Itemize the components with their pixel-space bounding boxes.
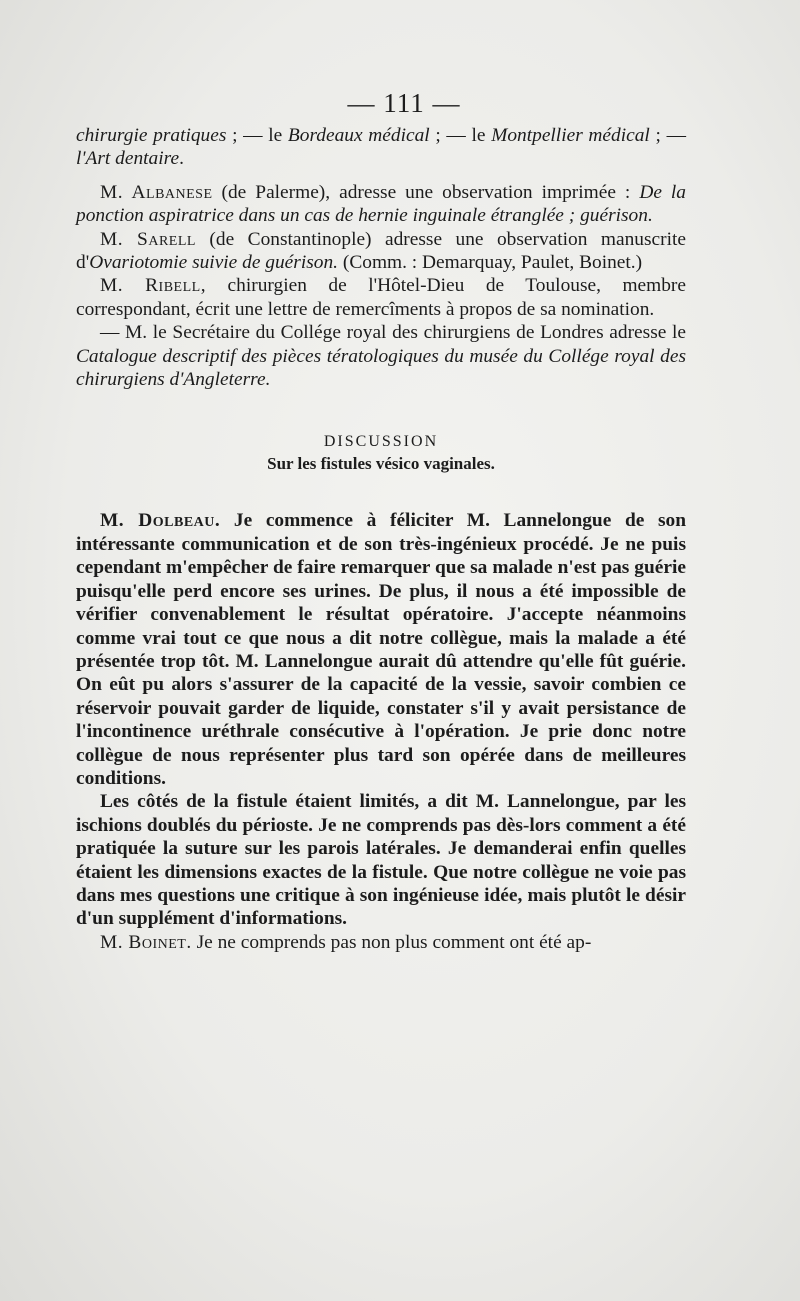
paragraph-journals <box>76 124 686 171</box>
italic-text: Montpellier médical <box>491 125 650 146</box>
italic-text: De la ponction aspiratrice dans un cas de hernie inguinale étranglée ; guérison. <box>76 181 686 227</box>
discussion-heading: DISCUSSION <box>323 433 439 451</box>
paragraph-sarell <box>76 228 686 275</box>
text-run: . <box>179 148 184 170</box>
paragraph-dolbeau <box>76 509 686 790</box>
paragraph-boinet <box>76 931 686 954</box>
paragraph-secretaire <box>76 321 686 391</box>
speaker-name: M. Dolbeau. <box>100 510 221 532</box>
discussion-subheading: Sur les fistules vésico vaginales. <box>267 454 495 474</box>
text-run: ; — le <box>429 125 492 146</box>
text-run: (Comm. : Demarquay, Paulet, Boinet.) <box>338 252 643 274</box>
text-run: ; — le <box>226 125 288 146</box>
text-run: (de Palerme), adresse une observation imprimée : <box>212 181 640 203</box>
text-run: chirurgien de l'Hôtel-Dieu de Toulouse, membre correspondant, écrit une lettre de remercîments à propos de sa nomination. <box>76 275 686 320</box>
text-run: Les côtés de la fistule étaient limités, a dit M. Lannelongue, par les ischions doublés du périoste. Je ne comprends pas dès-lors comment a été pratiquée la suture sur les parois latérales. Je demanderai enfin quelles étaient les dimensions exactes de la fistule. Que notre collègue ne voie pas dans mes questions une critique à son ingénieuse idée, mais plutôt le désir d'un supplément d'informations. <box>76 791 686 930</box>
italic-text: chirurgie pratiques <box>76 125 227 146</box>
text-run: ; — <box>649 125 686 146</box>
text-run: Je ne comprends pas non plus comment ont été ap- <box>191 931 592 953</box>
italic-text: Ovariotomie suivie de guérison. <box>89 252 339 274</box>
text-run: — M. le Secrétaire du Collége royal des chirurgiens de Londres adresse le <box>100 322 686 344</box>
text-run: (de Constantinople) adresse une observation manuscrite d' <box>76 228 686 274</box>
paragraph-ribell <box>76 274 686 321</box>
page-body <box>76 124 686 954</box>
page-number: — 111 — <box>347 88 461 118</box>
speaker-name: M. Ribell, <box>100 275 207 297</box>
speaker-name: M. Boinet. <box>100 931 192 953</box>
italic-text: Bordeaux médical <box>287 125 430 146</box>
speaker-name: M. Albanese <box>100 181 213 203</box>
italic-text: Catalogue descriptif des pièces tératologiques du musée du Collége royal des chirurgiens d'Angleterre. <box>76 345 686 391</box>
paragraph-albanese <box>76 181 686 228</box>
italic-text: l'Art dentaire <box>76 148 180 170</box>
speaker-name: M. Sarell <box>100 228 196 250</box>
paragraph-lannelongue-question <box>76 790 686 930</box>
text-run: Je commence à féliciter M. Lannelongue de son intéressante communication et de son très-ingénieux procédé. Je ne puis cependant m'empêcher de faire remarquer que sa malade n'est pas guérie puisqu'elle perd encore ses urines. De plus, il nous a été impossible de vérifier convenablement le résultat opératoire. J'accepte néanmoins comme vrai tout ce que nous a dit notre collègue, mais la malade a été présentée trop tôt. M. Lannelongue aurait dû attendre qu'elle fût guérie. On eût pu alors s'assurer de la capacité de la vessie, savoir combien ce réservoir pouvait garder de liquide, constater s'il y avait persistance de l'incontinence uréthrale consécutive à l'opération. Je prie donc notre collègue de nous représenter plus tard son opérée dans de meilleures conditions. <box>76 510 686 789</box>
